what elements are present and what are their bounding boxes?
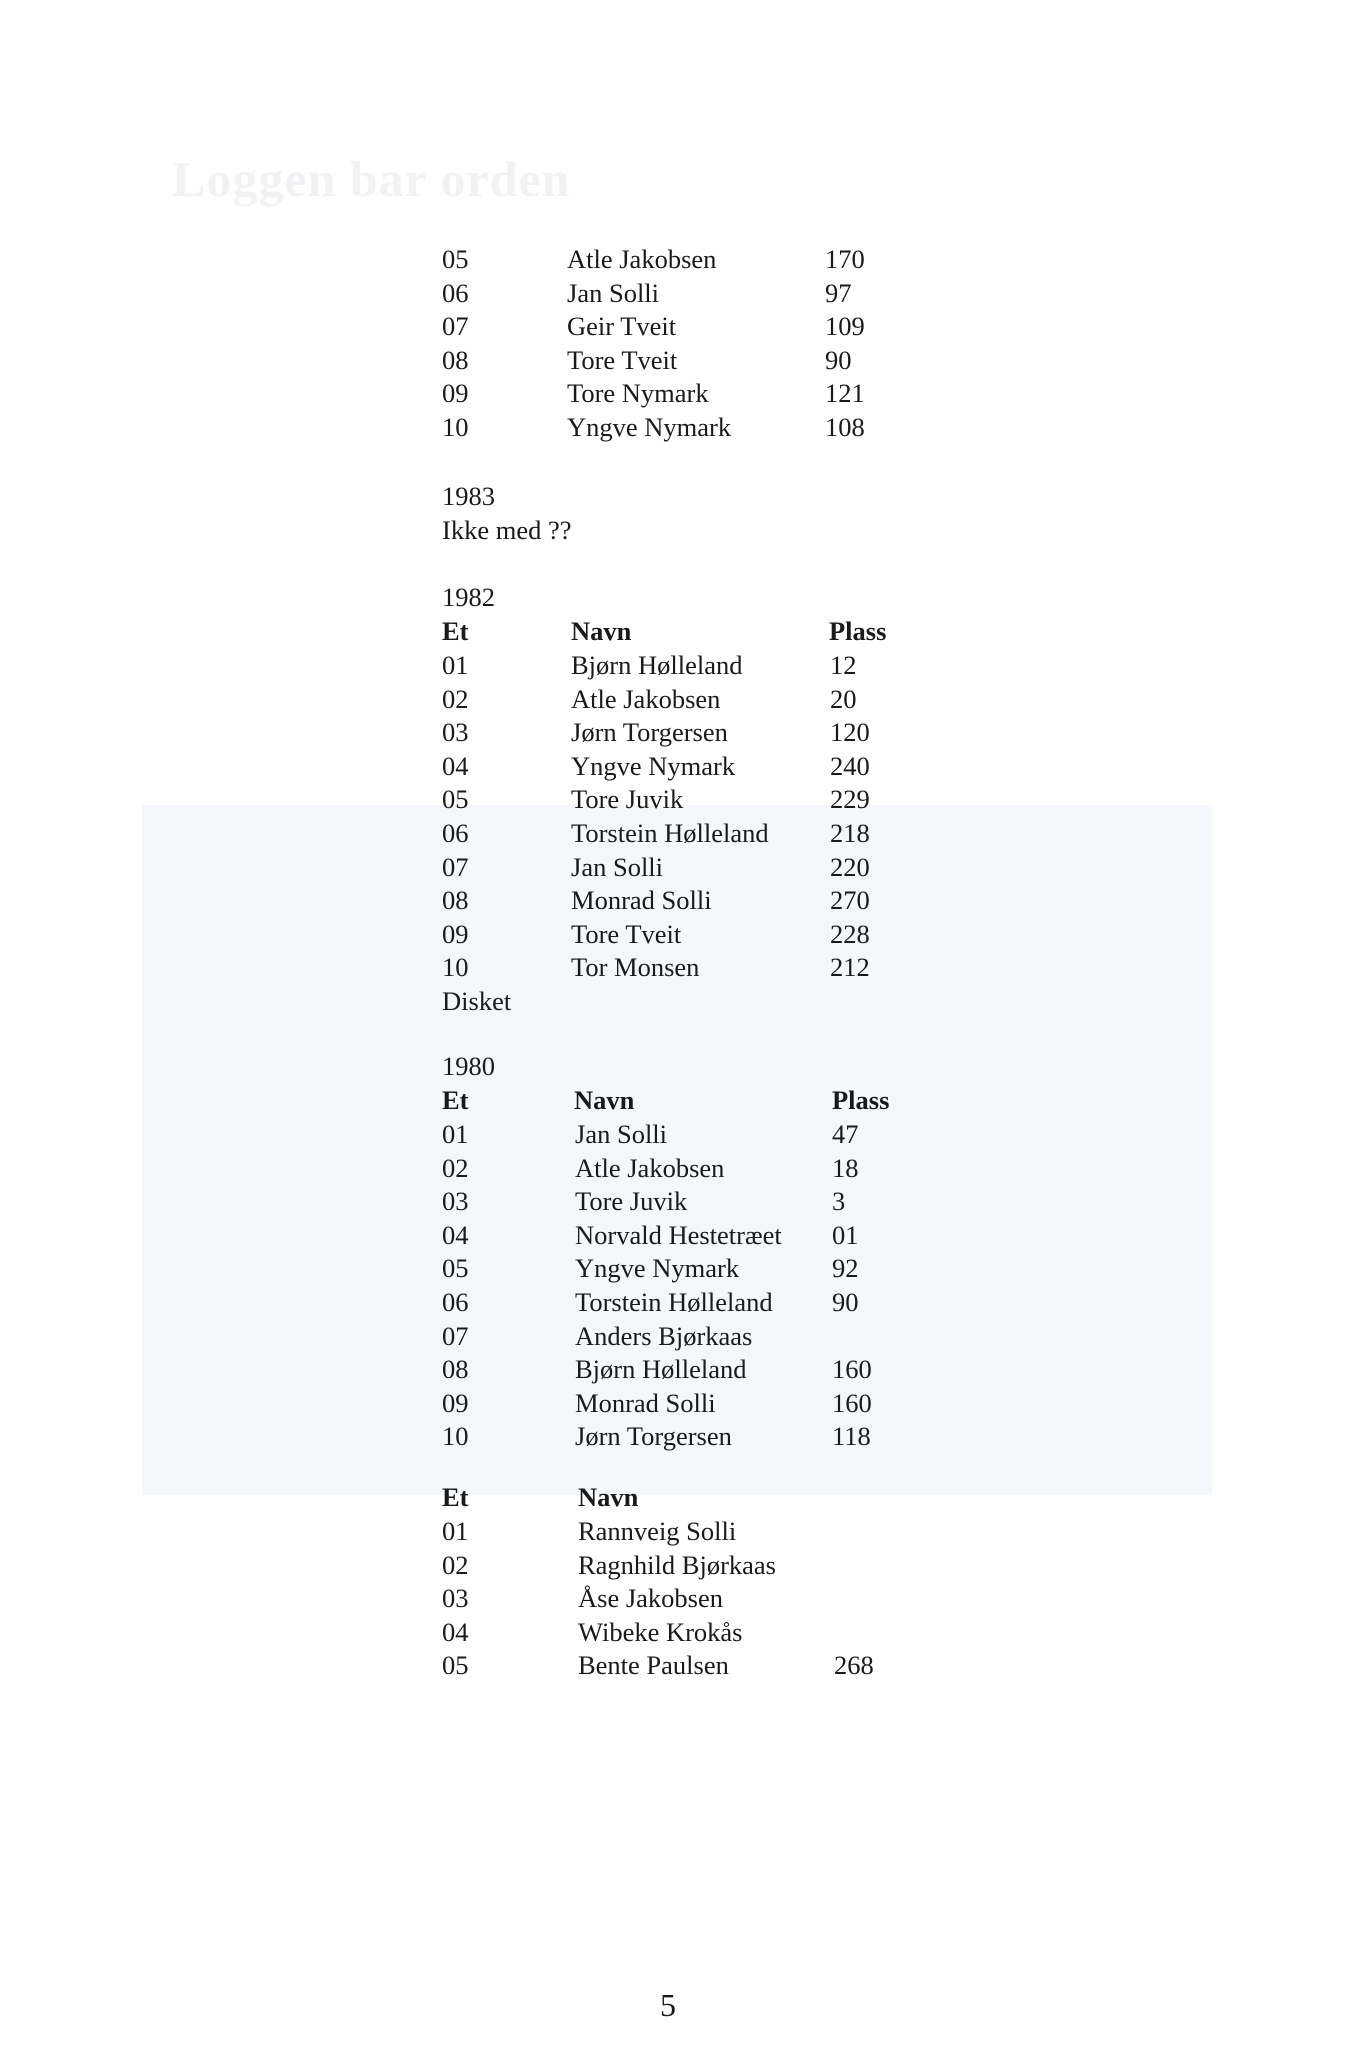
row-number: 06 (442, 818, 469, 848)
row-number: 07 (442, 851, 469, 882)
row-number: 04 (442, 1616, 469, 1647)
header-navn: Navn (574, 1085, 635, 1115)
page-number: 5 (660, 1987, 676, 2023)
row-plass: 160 (832, 1387, 872, 1418)
footer-line (442, 984, 1002, 1018)
result-row-1980 (442, 1419, 1002, 1453)
row-number: 05 (442, 1650, 469, 1681)
continued-row (442, 242, 1002, 276)
continued-row (442, 276, 1002, 310)
row-number: 06 (442, 1287, 469, 1317)
row-name: Tore Tveit (571, 918, 682, 949)
result-row-1980 (442, 1117, 1002, 1151)
row-name: Norvald Hestetræet (575, 1219, 782, 1250)
row-plass: 18 (832, 1152, 859, 1183)
row-number: 03 (442, 717, 469, 748)
year-heading (442, 479, 1002, 513)
row-name: Rannveig Solli (578, 1516, 737, 1546)
result-row-1982 (442, 917, 1002, 951)
row-name: Jørn Torgersen (575, 1421, 732, 1452)
row-number: 05 (442, 244, 469, 274)
row-plass: 170 (825, 244, 865, 274)
row-name: Monrad Solli (571, 885, 712, 916)
result-row-women (442, 1648, 1002, 1682)
row-number: 08 (442, 1354, 469, 1385)
year-1980: 1980 (442, 1051, 495, 1081)
row-number: 10 (442, 412, 469, 442)
row-plass: 212 (830, 952, 870, 983)
year-1983: 1983 (442, 481, 495, 511)
row-plass: 120 (830, 717, 870, 748)
row-name: Yngve Nymark (575, 1253, 740, 1284)
row-plass: 121 (825, 378, 865, 409)
row-number: 07 (442, 311, 469, 342)
row-plass: 97 (825, 277, 852, 308)
row-plass: 3 (832, 1186, 846, 1217)
row-plass: 160 (832, 1354, 872, 1385)
table-header (442, 1083, 1002, 1117)
continued-row (442, 343, 1002, 377)
row-number: 05 (442, 784, 469, 815)
row-plass: 228 (830, 918, 870, 949)
row-name: Tore Tveit (567, 344, 678, 375)
row-name: Jørn Torgersen (571, 717, 728, 748)
row-name: Torstein Hølleland (575, 1287, 773, 1317)
year-1982: 1982 (442, 582, 495, 612)
row-number: 09 (442, 1387, 469, 1418)
row-number: 08 (442, 885, 469, 916)
result-row-1980 (442, 1319, 1002, 1353)
row-name: Bente Paulsen (578, 1650, 729, 1681)
row-name: Yngve Nymark (571, 750, 736, 781)
result-row-1980 (442, 1386, 1002, 1420)
row-name: Jan Solli (575, 1119, 668, 1149)
header-plass: Plass (829, 616, 887, 646)
result-row-1980 (442, 1251, 1002, 1285)
row-number: 05 (442, 1253, 469, 1284)
row-number: 04 (442, 750, 469, 781)
header-navn: Navn (571, 616, 632, 646)
row-plass: 92 (832, 1253, 859, 1284)
result-row-1982 (442, 749, 1002, 783)
continued-row (442, 376, 1002, 410)
row-name: Ragnhild Bjørkaas (578, 1549, 776, 1580)
row-number: 10 (442, 1421, 469, 1452)
result-row-1982 (442, 950, 1002, 984)
row-plass: 47 (832, 1119, 859, 1149)
header-navn: Navn (578, 1482, 639, 1512)
result-row-1982 (442, 715, 1002, 749)
header-plass: Plass (832, 1085, 890, 1115)
row-name: Wibeke Krokås (578, 1616, 743, 1647)
result-row-women (442, 1581, 1002, 1615)
row-name: Tor Monsen (571, 952, 700, 983)
note-1983: Ikke med ?? (442, 515, 572, 545)
row-plass: 268 (834, 1650, 874, 1681)
row-plass: 270 (830, 885, 870, 916)
row-number: 03 (442, 1583, 469, 1614)
result-row-1982 (442, 883, 1002, 917)
header-et: Et (442, 1085, 469, 1115)
background-bleed-title: Loggen bar orden (172, 151, 571, 207)
result-row-1980 (442, 1352, 1002, 1386)
row-plass: 229 (830, 784, 870, 815)
row-number: 01 (442, 1119, 469, 1149)
continued-row (442, 410, 1002, 444)
row-name: Yngve Nymark (567, 412, 732, 442)
continued-row (442, 309, 1002, 343)
row-number: 09 (442, 918, 469, 949)
row-number: 08 (442, 344, 469, 375)
row-number: 06 (442, 277, 469, 308)
row-plass: 240 (830, 750, 870, 781)
row-plass: 20 (830, 683, 857, 714)
year-heading (442, 1049, 1002, 1083)
row-name: Tore Juvik (571, 784, 684, 815)
row-number: 09 (442, 378, 469, 409)
result-row-1980 (442, 1285, 1002, 1319)
row-name: Jan Solli (571, 851, 664, 882)
row-number: 01 (442, 1516, 469, 1546)
row-name: Atle Jakobsen (571, 683, 721, 714)
row-name: Tore Juvik (575, 1186, 688, 1217)
row-name: Atle Jakobsen (575, 1152, 725, 1183)
result-row-1980 (442, 1218, 1002, 1252)
row-number: 04 (442, 1219, 469, 1250)
row-number: 02 (442, 1152, 469, 1183)
row-plass: 118 (832, 1421, 871, 1452)
row-number: 01 (442, 650, 469, 680)
row-plass: 01 (832, 1219, 859, 1250)
header-et: Et (442, 1482, 469, 1512)
row-name: Tore Nymark (567, 378, 709, 409)
row-number: 02 (442, 1549, 469, 1580)
row-name: Åse Jakobsen (578, 1583, 723, 1614)
table-header (442, 614, 1002, 648)
row-name: Jan Solli (567, 277, 660, 308)
result-row-1982 (442, 648, 1002, 682)
row-name: Torstein Hølleland (571, 818, 769, 848)
row-plass: 109 (825, 311, 865, 342)
result-row-women (442, 1615, 1002, 1649)
row-plass: 220 (830, 851, 870, 882)
result-row-1980 (442, 1184, 1002, 1218)
row-number: 10 (442, 952, 469, 983)
header-et: Et (442, 616, 469, 646)
row-name: Monrad Solli (575, 1387, 716, 1418)
footer-disket: Disket (442, 986, 512, 1016)
row-plass: 218 (830, 818, 870, 848)
table-header (442, 1480, 1002, 1514)
row-name: Anders Bjørkaas (575, 1320, 753, 1351)
row-plass: 12 (830, 650, 857, 680)
row-plass: 108 (825, 412, 865, 442)
result-row-1982 (442, 850, 1002, 884)
row-name: Geir Tveit (567, 311, 677, 342)
row-name: Bjørn Hølleland (571, 650, 743, 680)
row-number: 07 (442, 1320, 469, 1351)
result-row-1982 (442, 682, 1002, 716)
row-plass: 90 (832, 1287, 859, 1317)
note-line (442, 513, 1002, 547)
result-row-1982 (442, 816, 1002, 850)
row-name: Bjørn Hølleland (575, 1354, 747, 1385)
result-row-women (442, 1514, 1002, 1548)
row-plass: 90 (825, 344, 852, 375)
row-name: Atle Jakobsen (567, 244, 717, 274)
result-row-women (442, 1548, 1002, 1582)
row-number: 03 (442, 1186, 469, 1217)
year-heading (442, 580, 1002, 614)
row-number: 02 (442, 683, 469, 714)
result-row-1982 (442, 782, 1002, 816)
result-row-1980 (442, 1151, 1002, 1185)
